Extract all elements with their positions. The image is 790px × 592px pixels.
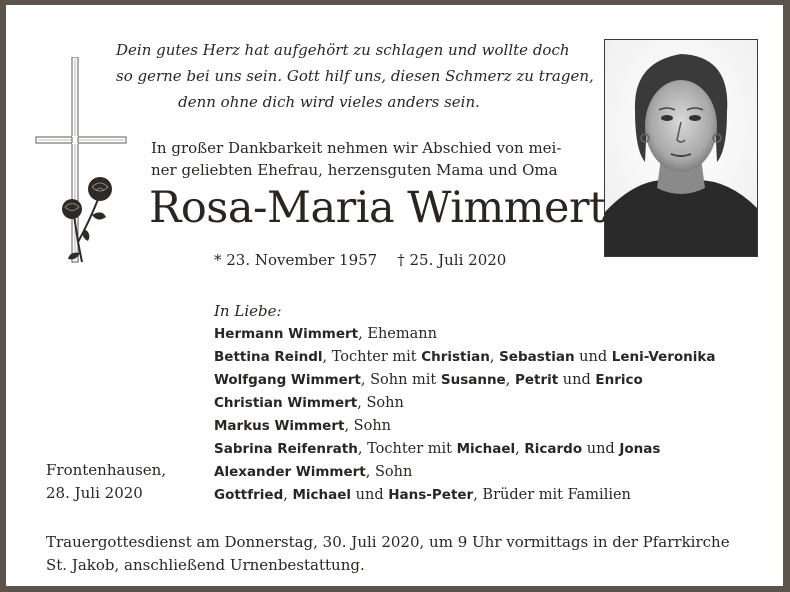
intro-line: ner geliebten Ehefrau, herzensguten Mama und Oma (151, 161, 558, 179)
relation-text: , Sohn (344, 418, 392, 434)
family-member-name: Markus Wimmert (214, 418, 345, 434)
relation-text: , (515, 441, 525, 457)
birth-date: * 23. November 1957 (214, 251, 378, 269)
poem-line: Dein gutes Herz hat aufgehört zu schlagen und wollte doch (116, 41, 570, 59)
family-line (214, 415, 716, 438)
relation-text: , Tochter mit (322, 349, 422, 365)
family-line (214, 438, 716, 461)
poem (116, 37, 594, 115)
family-lines (214, 323, 716, 507)
family-member-name: Sebastian (499, 349, 575, 365)
family-line (214, 392, 716, 415)
family-member-name: Jonas (619, 441, 661, 457)
service-info (46, 531, 756, 577)
relation-text: und (351, 487, 389, 503)
cross-with-roses-icon (34, 57, 134, 281)
family-line (214, 323, 716, 346)
service-line: Trauergottesdienst am Donnerstag, 30. Juli 2020, um 9 Uhr vormittags in der Pfarrkirche (46, 533, 730, 551)
intro-text (151, 137, 591, 181)
life-dates (214, 249, 506, 271)
relation-text: , Ehemann (358, 326, 437, 342)
relation-text: , (505, 372, 515, 388)
portrait-photo (604, 39, 758, 257)
poem-line: so gerne bei uns sein. Gott hilf uns, diesen Schmerz zu tragen, (116, 67, 594, 85)
family-member-name: Wolfgang Wimmert (214, 372, 361, 388)
family-member-name: Michael (456, 441, 516, 457)
family-member-name: Bettina Reindl (214, 349, 323, 365)
family-line (214, 346, 716, 369)
place-date: 28. Juli 2020 (46, 484, 143, 502)
relation-text: und (574, 349, 612, 365)
family-member-name: Sabrina Reifenrath (214, 441, 358, 457)
poem-line: denn ohne dich wird vieles anders sein. (178, 93, 480, 111)
family-member-name: Hermann Wimmert (214, 326, 359, 342)
family-member-name: Leni-Veronika (611, 349, 716, 365)
family-member-name: Michael (292, 487, 352, 503)
family-member-name: Christian Wimmert (214, 395, 358, 411)
place-and-date (46, 459, 166, 505)
family-member-name: Alexander Wimmert (214, 464, 366, 480)
relation-text: , (283, 487, 293, 503)
family-line (214, 461, 716, 484)
in-liebe-heading: In Liebe: (214, 302, 282, 320)
family-member-name: Susanne (440, 372, 506, 388)
relation-text: , Sohn mit (360, 372, 441, 388)
relation-text: und (582, 441, 620, 457)
deceased-name: Rosa-Maria Wimmert (149, 183, 606, 233)
place: Frontenhausen, (46, 461, 167, 479)
family-member-name: Gottfried (214, 487, 284, 503)
relation-text: und (558, 372, 596, 388)
family-member-name: Christian (421, 349, 490, 365)
family-member-name: Petrit (514, 372, 559, 388)
intro-line: In großer Dankbarkeit nehmen wir Abschied von mei- (151, 139, 562, 157)
family-member-name: Hans-Peter (388, 487, 474, 503)
portrait-image (605, 40, 757, 256)
mourners-list (214, 300, 716, 507)
family-line (214, 369, 716, 392)
relation-text: , Sohn (357, 395, 404, 411)
service-line: St. Jakob, anschließend Urnenbestattung. (46, 556, 365, 574)
family-member-name: Enrico (595, 372, 643, 388)
relation-text: , Sohn (365, 464, 413, 480)
relation-text: , Brüder mit Familien (473, 487, 631, 503)
family-line (214, 484, 716, 507)
relation-text: , Tochter mit (357, 441, 457, 457)
family-member-name: Ricardo (524, 441, 583, 457)
relation-text: , (489, 349, 500, 365)
death-date: † 25. Juli 2020 (397, 251, 507, 269)
